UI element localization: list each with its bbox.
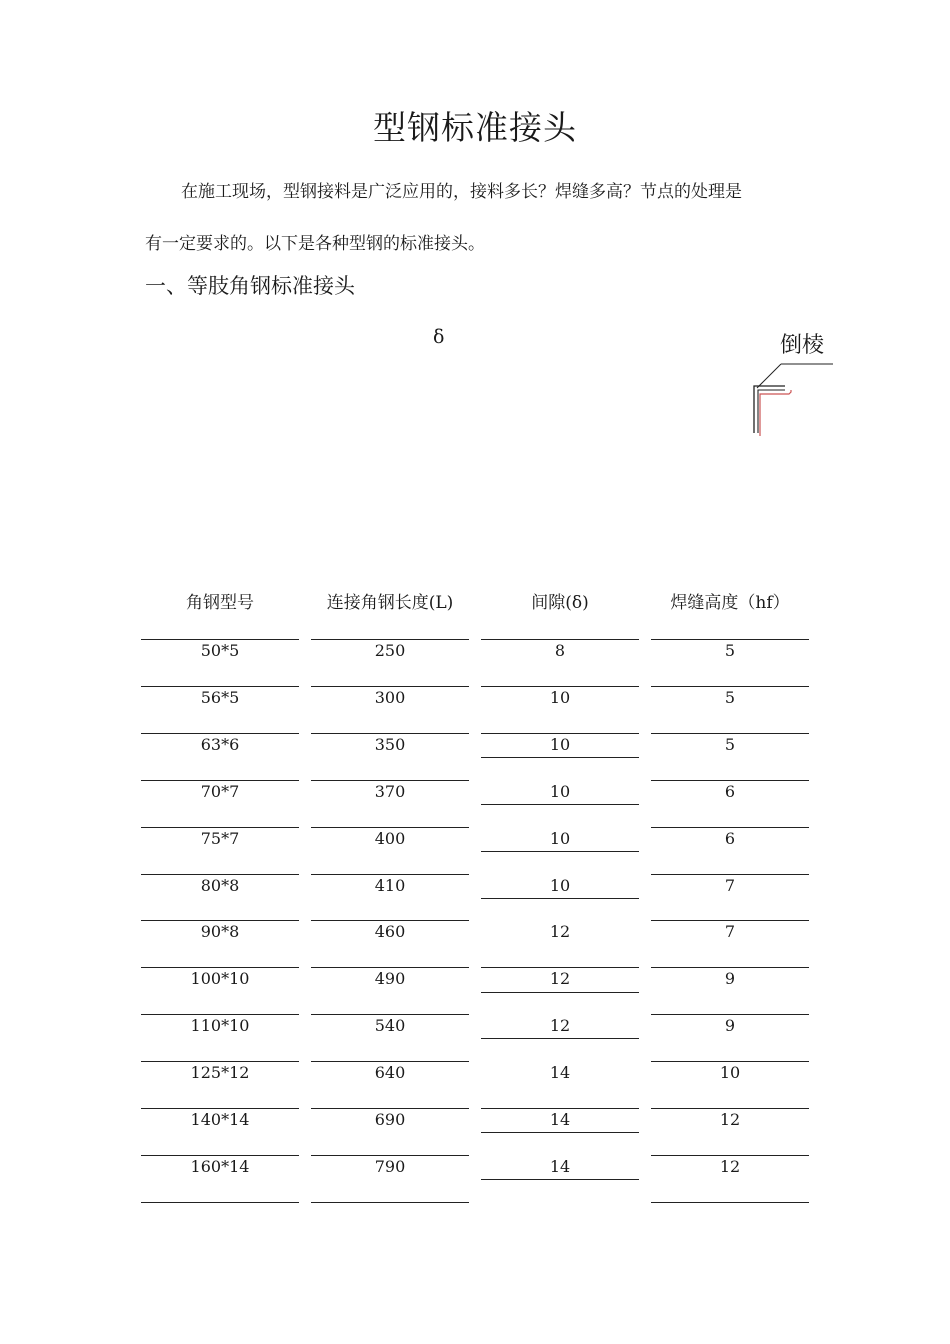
table-rule: [311, 1202, 469, 1203]
table-cell-length: 410: [374, 875, 406, 895]
table-cell-weld-height: 7: [724, 922, 736, 942]
table-rule: [311, 874, 469, 875]
table-cell-length: 640: [374, 1063, 406, 1083]
intro-line-2: 有一定要求的。以下是各种型钢的标准接头。: [145, 234, 485, 254]
table-rule: [481, 1132, 639, 1133]
table-cell-gap: 14: [549, 1156, 571, 1176]
table-cell-gap: 10: [549, 875, 571, 895]
table-rule: [141, 827, 299, 828]
section-heading: 一、等肢角钢标准接头: [145, 274, 355, 298]
table-rule: [141, 1061, 299, 1062]
table-rule: [481, 1179, 639, 1180]
angle-inner-edge: [758, 390, 785, 433]
table-cell-model: 75*7: [200, 828, 240, 848]
table-cell-length: 690: [374, 1110, 406, 1129]
table-rule: [141, 1202, 299, 1203]
table-cell-length: 790: [374, 1156, 406, 1176]
table-cell-gap: 12: [549, 1016, 571, 1036]
table-cell-length: 400: [374, 828, 406, 848]
table-rule: [481, 804, 639, 805]
table-cell-length: 540: [374, 1016, 406, 1036]
table-rule: [651, 827, 809, 828]
gap-delta-symbol: δ: [433, 326, 445, 348]
table-cell-model: 160*14: [190, 1156, 250, 1176]
table-rule: [311, 920, 469, 921]
table-header-length: 连接角钢长度(L): [326, 593, 454, 613]
table-cell-length: 370: [374, 781, 406, 801]
table-cell-length: 490: [374, 969, 406, 989]
table-cell-model: 70*7: [200, 781, 240, 801]
table-rule: [311, 1155, 469, 1156]
table-rule: [481, 639, 639, 640]
page-title: 型钢标准接头: [373, 108, 577, 147]
angle-steel-chamfer-diagram: [745, 355, 845, 445]
table-cell-length: 300: [374, 687, 406, 707]
table-rule: [651, 874, 809, 875]
chamfer-label: 倒棱: [780, 333, 825, 358]
table-rule: [481, 851, 639, 852]
table-rule: [481, 967, 639, 968]
table-cell-model: 125*12: [190, 1063, 250, 1083]
table-rule: [481, 686, 639, 687]
table-cell-gap: 10: [549, 828, 571, 848]
table-rule: [311, 827, 469, 828]
table-rule: [651, 780, 809, 781]
table-cell-model: 56*5: [200, 687, 240, 707]
table-rule: [141, 1155, 299, 1156]
table-rule: [651, 686, 809, 687]
table-cell-weld-height: 12: [719, 1110, 741, 1129]
table-cell-weld-height: 9: [724, 969, 736, 989]
table-rule: [311, 780, 469, 781]
table-cell-model: 110*10: [190, 1016, 250, 1036]
table-cell-gap: 12: [549, 969, 571, 989]
table-cell-model: 80*8: [200, 875, 240, 895]
table-rule: [141, 874, 299, 875]
table-cell-model: 140*14: [190, 1110, 250, 1129]
table-rule: [481, 992, 639, 993]
table-rule: [311, 1014, 469, 1015]
table-cell-weld-height: 12: [719, 1156, 741, 1176]
table-cell-model: 63*6: [200, 734, 240, 754]
table-cell-weld-height: 6: [724, 781, 736, 801]
table-cell-length: 250: [374, 641, 406, 660]
table-rule: [481, 1108, 639, 1109]
table-rule: [481, 757, 639, 758]
table-cell-gap: 10: [549, 734, 571, 754]
table-rule: [311, 1061, 469, 1062]
table-cell-model: 100*10: [190, 969, 250, 989]
table-rule: [141, 1108, 299, 1109]
table-rule: [311, 967, 469, 968]
table-cell-gap: 10: [549, 687, 571, 707]
table-rule: [651, 1061, 809, 1062]
table-rule: [651, 733, 809, 734]
table-cell-model: 50*5: [200, 641, 240, 660]
table-rule: [651, 1202, 809, 1203]
table-rule: [651, 967, 809, 968]
table-cell-weld-height: 9: [724, 1016, 736, 1036]
table-cell-weld-height: 7: [724, 875, 736, 895]
table-rule: [651, 1108, 809, 1109]
table-header-weld-height: 焊缝高度（hf）: [670, 593, 790, 613]
table-rule: [481, 733, 639, 734]
table-rule: [311, 639, 469, 640]
table-rule: [481, 1038, 639, 1039]
table-rule: [651, 1155, 809, 1156]
table-cell-gap: 8: [554, 641, 566, 660]
table-cell-gap: 12: [549, 922, 571, 942]
table-rule: [141, 1014, 299, 1015]
table-rule: [481, 898, 639, 899]
angle-outer-edge: [754, 386, 785, 433]
table-cell-weld-height: 5: [724, 641, 736, 660]
table-cell-weld-height: 6: [724, 828, 736, 848]
table-rule: [311, 733, 469, 734]
table-rule: [141, 686, 299, 687]
chamfer-edge-red: [760, 390, 791, 436]
table-rule: [141, 639, 299, 640]
table-cell-weld-height: 5: [724, 734, 736, 754]
table-cell-model: 90*8: [200, 922, 240, 942]
table-rule: [311, 686, 469, 687]
table-cell-length: 350: [374, 734, 406, 754]
table-header-model: 角钢型号: [186, 593, 254, 613]
table-rule: [141, 967, 299, 968]
table-cell-gap: 14: [549, 1110, 571, 1129]
table-rule: [651, 920, 809, 921]
table-rule: [141, 920, 299, 921]
table-header-gap: 间隙(δ): [531, 593, 589, 613]
table-rule: [311, 1108, 469, 1109]
table-rule: [141, 780, 299, 781]
leader-line-diagonal: [757, 364, 781, 388]
table-rule: [651, 639, 809, 640]
table-cell-gap: 14: [549, 1063, 571, 1083]
table-cell-length: 460: [374, 922, 406, 942]
table-rule: [141, 733, 299, 734]
table-cell-weld-height: 5: [724, 687, 736, 707]
table-cell-gap: 10: [549, 781, 571, 801]
table-cell-weld-height: 10: [719, 1063, 741, 1083]
table-rule: [651, 1014, 809, 1015]
intro-line-1: 在施工现场，型钢接料是广泛应用的，接料多长？焊缝多高？节点的处理是: [181, 182, 742, 202]
